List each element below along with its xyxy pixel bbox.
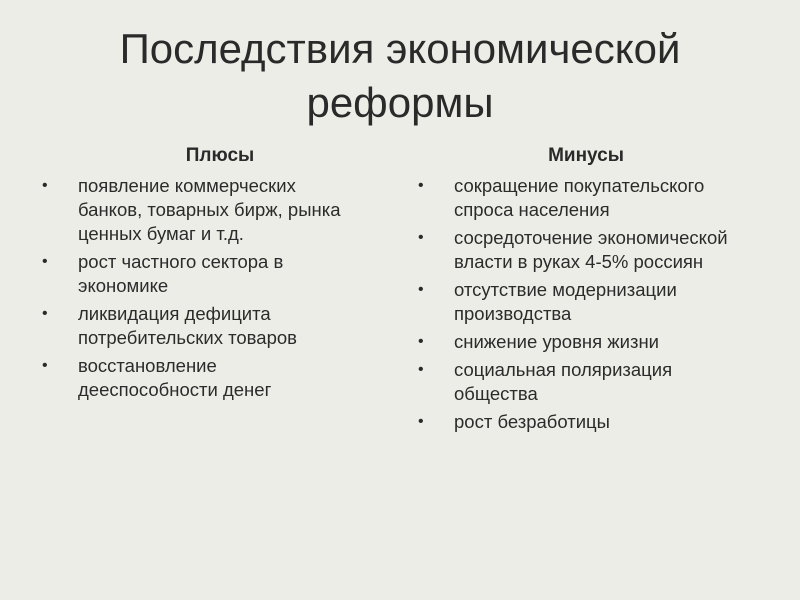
list-item [416,410,756,434]
bullet-icon: • [418,361,424,378]
list-item-text: отсутствие модернизации производства [454,279,677,324]
slide-title: Последствия экономической реформы [119,25,681,126]
pros-column [40,144,360,406]
cons-heading: Минусы [548,145,624,166]
list-item [416,278,756,326]
list-item-text: сосредоточение экономической власти в руках 4-5% россиян [454,227,728,272]
bullet-icon: • [418,333,424,350]
list-item [416,174,756,222]
list-item-text: снижение уровня жизни [454,331,660,352]
list-item-text: появление коммерческих банков, товарных бирж, рынка ценных бумаг и т.д. [78,175,341,244]
list-item-text: ликвидация дефицита потребительских товаров [78,303,297,348]
list-item-text: рост безработицы [454,411,610,432]
list-item [40,354,360,402]
list-item [416,358,756,406]
bullet-icon: • [42,253,48,270]
list-item [40,250,360,298]
cons-list [416,174,756,434]
cons-column [416,144,756,438]
list-item [416,330,756,354]
pros-heading: Плюсы [185,145,255,166]
list-item-text: восстановление дееспособности денег [78,355,272,400]
pros-list [40,174,360,402]
bullet-icon: • [418,413,424,430]
bullet-icon: • [418,281,424,298]
list-item-text: сокращение покупательского спроса населения [454,175,705,220]
bullet-icon: • [42,177,48,194]
bullet-icon: • [418,177,424,194]
list-item [416,226,756,274]
bullet-icon: • [42,305,48,322]
bullet-icon: • [418,229,424,246]
list-item [40,302,360,350]
list-item-text: рост частного сектора в экономике [78,251,284,296]
list-item [40,174,360,246]
list-item-text: социальная поляризация общества [454,359,673,404]
bullet-icon: • [42,357,48,374]
